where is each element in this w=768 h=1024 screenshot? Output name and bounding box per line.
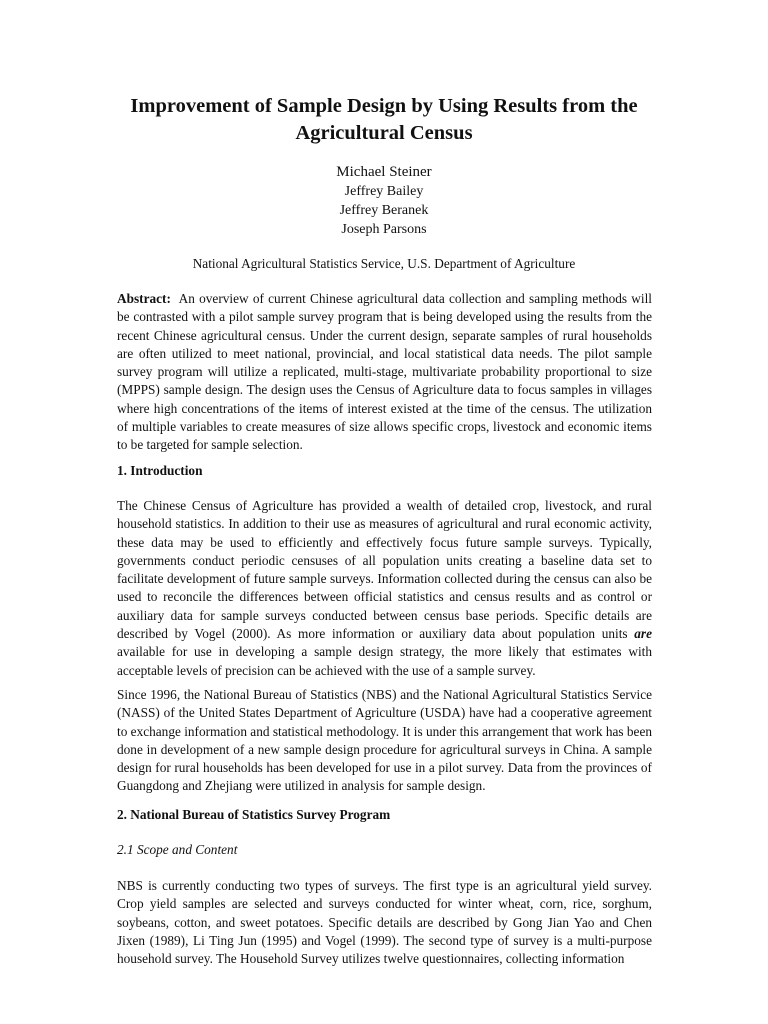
- title-line-1: Improvement of Sample Design by Using Results from the: [130, 95, 638, 117]
- section-heading-nbs-survey-program: 2. National Bureau of Statistics Survey Program: [117, 807, 391, 822]
- coauthor: Joseph Parsons: [341, 222, 427, 237]
- subsection-heading-scope: 2.1 Scope and Content: [117, 842, 238, 857]
- coauthor-list: [60, 182, 708, 239]
- coauthor: Jeffrey Bailey: [344, 184, 424, 199]
- lead-author: Michael Steiner: [336, 164, 432, 180]
- scope-paragraph: NBS is currently conducting two types of surveys. The first type is an agricultural yield survey. Crop yield samples are selected and surveys conducted for winter wheat, corn, rice, sorghum, soybeans, cotton, and sweet potatoes. Specific details are described by Gong Jian Yao and Chen Jixen (1989), Li Ting Jun (1995) and Vogel (1999). The second type of survey is a multi-purpose household survey. The Household Survey utilizes twelve questionnaires, collecting information: [117, 878, 652, 967]
- abstract-label: Abstract:: [117, 291, 171, 306]
- intro-text-part-2: available for use in developing a sample design strategy, the more likely that estimates with acceptable levels of precision can be achieved with the use of a sample survey.: [117, 644, 652, 678]
- paper-title: [60, 93, 708, 147]
- intro-text-part-1: The Chinese Census of Agriculture has provided a wealth of detailed crop, livestock, and rural household statistics. In addition to their use as measures of agricultural and rural economic activity, these data may be used to efficiently and effectively focus future sample surveys. Typically, governments conduct periodic censuses of all population units creating a baseline data set to facilitate development of future sample surveys. Information collected during the census can also be used to reconcile the differences between official statistics and census results and as control or auxiliary data for sample surveys conducted between census base periods. Specific details are described by Vogel (2000). As more information or auxiliary data about population units: [117, 498, 652, 642]
- abstract-text: An overview of current Chinese agricultural data collection and sampling methods will be contrasted with a pilot sample survey program that is being developed using the results from the recent Chinese agricultural census. Under the current design, separate samples of rural households are often utilized to meet national, provincial, and local statistical data needs. The pilot sample survey program will utilize a replicated, multi-stage, multivariate probability proportional to size (MPPS) sample design. The design uses the Census of Agriculture data to focus samples in villages where high concentrations of the items of interest existed at the time of the census. The utilization of multiple variables to create measures of size allows specific crops, livestock and economic items to be targeted for sample selection.: [117, 291, 652, 453]
- section-heading-introduction: 1. Introduction: [117, 463, 203, 478]
- abstract-paragraph: [117, 290, 652, 455]
- intro-emphasis: are: [634, 626, 652, 642]
- coauthor: Jeffrey Beranek: [339, 203, 429, 218]
- title-line-2: Agricultural Census: [295, 122, 473, 144]
- introduction-paragraph-2: Since 1996, the National Bureau of Statistics (NBS) and the National Agricultural Statistics Service (NASS) of the United States Department of Agriculture (USDA) have had a cooperative agreement to exchange information and statistical methodology. It is under this arrangement that work has been done in development of a new sample design procedure for agricultural surveys in China. A sample design for rural households has been developed for use in a pilot survey. Data from the provinces of Guangdong and Zhejiang were utilized in analysis for sample design.: [117, 687, 652, 794]
- affiliation: National Agricultural Statistics Service, U.S. Department of Agriculture: [192, 256, 576, 271]
- introduction-paragraph-1: [117, 497, 652, 680]
